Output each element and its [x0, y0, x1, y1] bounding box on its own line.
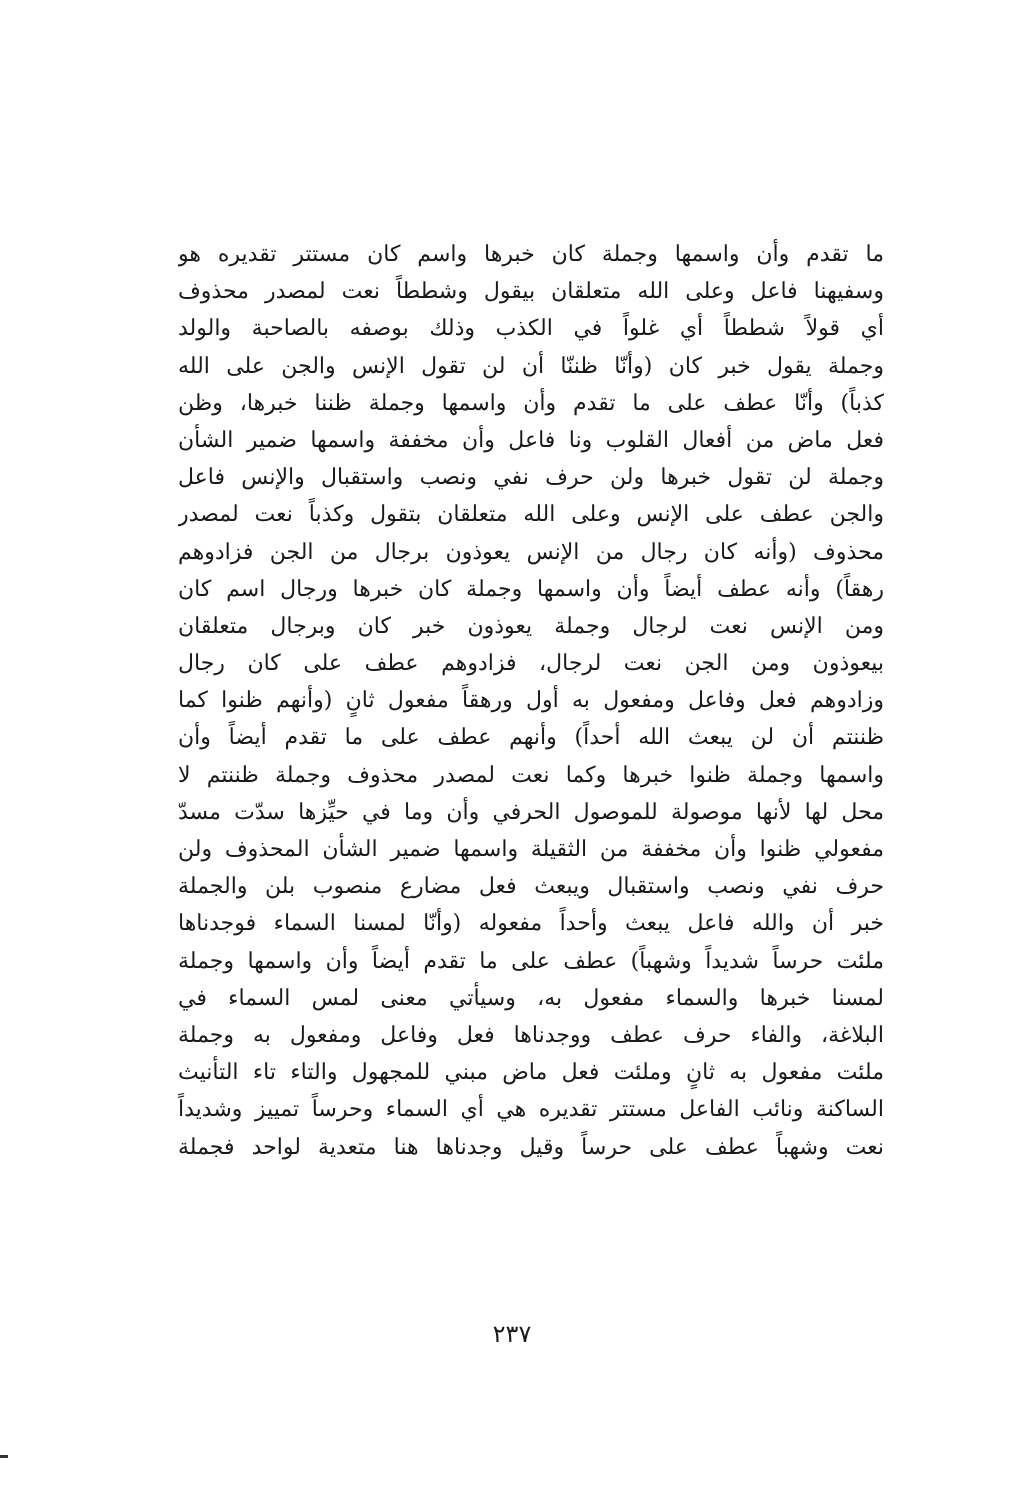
text-line: واسمها وجملة ظنوا خبرها وكما نعت لمصدر محذوف وجملة ظننتم لا [178, 762, 884, 788]
body-text [178, 236, 884, 1166]
text-line: الساكنة ونائب الفاعل مستتر تقديره هي أي السماء وحرساً تمييز وشديداً [178, 1097, 884, 1123]
scan-edge-mark [0, 1455, 8, 1458]
text-line: ملئت مفعول به ثانٍ وملئت فعل ماض مبني للمجهول والتاء تاء التأنيث [178, 1060, 884, 1086]
text-line: وجملة يقول خبر كان (وأنّا ظننّا أن لن تقول الإنس والجن على الله [178, 353, 884, 379]
text-line: ملئت حرساً شديداً وشهباً) عطف على ما تقدم أيضاً وأن واسمها وجملة [178, 948, 884, 974]
text-line: خبر أن والله فاعل يبعث وأحداً مفعوله (وأنّا لمسنا السماء فوجدناها [178, 911, 884, 937]
text-line: وزادوهم فعل وفاعل ومفعول به أول ورهقاً مفعول ثانٍ (وأنهم ظنوا كما [178, 688, 884, 714]
text-line: محل لها لأنها موصولة للموصول الحرفي وأن وما في حيِّزها سدّت مسدّ [178, 799, 884, 825]
text-line: حرف نفي ونصب واستقبال ويبعث فعل مضارع منصوب بلن والجملة [178, 874, 884, 900]
text-line: ما تقدم وأن واسمها وجملة كان خبرها واسم كان مستتر تقديره هو [178, 242, 884, 267]
text-line: فعل ماض من أفعال القلوب ونا فاعل وأن مخففة واسمها ضمير الشأن [178, 427, 884, 453]
text-line: مفعولي ظنوا وأن مخففة من الثقيلة واسمها ضمير الشأن المحذوف ولن [178, 837, 884, 862]
text-line: لمسنا خبرها والسماء مفعول به، وسيأتي معنى لمس السماء في [178, 985, 884, 1011]
text-line: ومن الإنس نعت لرجال وجملة يعوذون خبر كان وبرجال متعلقان [178, 613, 884, 639]
text-line: نعت وشهباً عطف على حرساً وقيل وجدناها هنا متعدية لواحد فجملة [178, 1134, 884, 1160]
text-line: وسفيهنا فاعل وعلى الله متعلقان بيقول وشططاً نعت لمصدر محذوف [178, 279, 884, 305]
text-line: والجن عطف على الإنس وعلى الله متعلقان بتقول وكذباً نعت لمصدر [178, 502, 884, 528]
text-line: رهقاً) وأنه عطف أيضاً وأن واسمها وجملة كان خبرها ورجال اسم كان [178, 576, 884, 602]
text-line: كذباً) وأنّا عطف على ما تقدم وأن واسمها وجملة ظننا خبرها، وظن [178, 390, 884, 416]
text-line: أي قولاً شططاً أي غلواً في الكذب وذلك بوصفه بالصاحبة والولد [178, 316, 884, 342]
page-number: ٢٣٧ [492, 1320, 532, 1348]
text-line: وجملة لن تقول خبرها ولن حرف نفي ونصب واستقبال والإنس فاعل [178, 465, 884, 491]
text-line: بيعوذون ومن الجن نعت لرجال، فزادوهم عطف على كان رجال [178, 651, 884, 677]
text-line: البلاغة، والفاء حرف عطف ووجدناها فعل وفاعل ومفعول به وجملة [178, 1022, 884, 1048]
text-line: محذوف (وأنه كان رجال من الإنس يعوذون برجال من الجن فزادوهم [178, 539, 884, 565]
text-line: ظننتم أن لن يبعث الله أحداً) وأنهم عطف على ما تقدم أيضاً وأن [178, 725, 884, 751]
